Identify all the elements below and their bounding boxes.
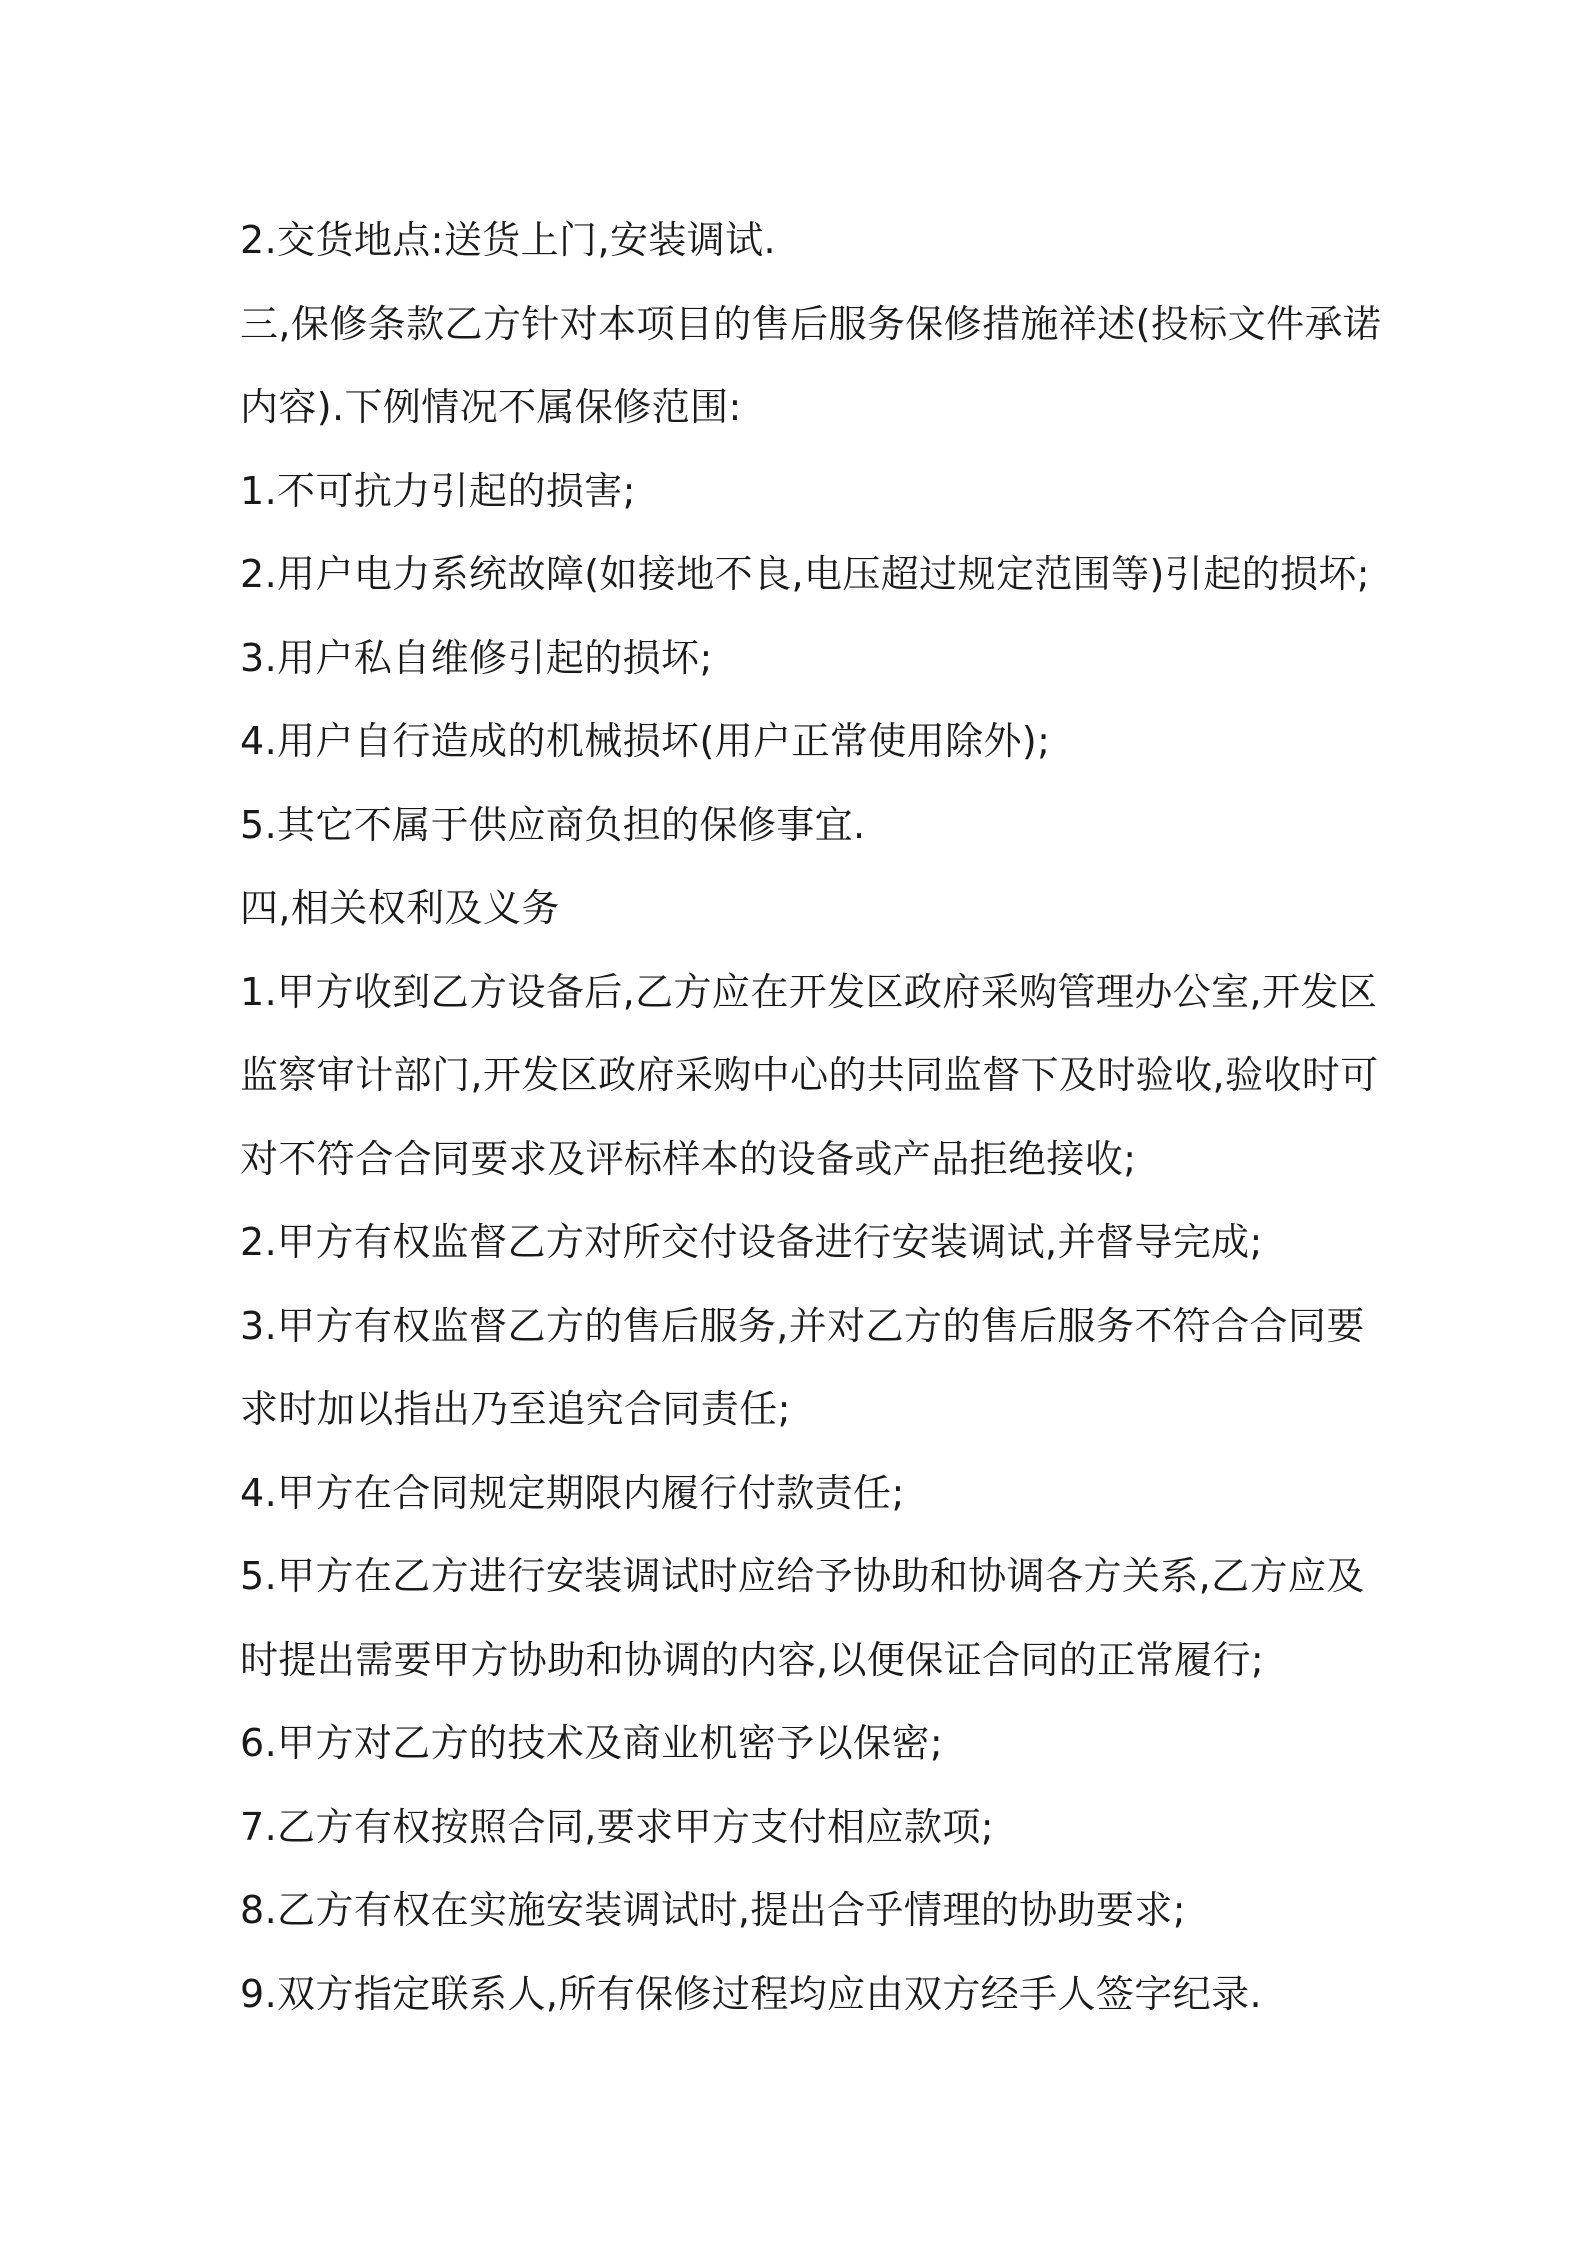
text-line-exclusion-2: 2.用户电力系统故障(如接地不良,电压超过规定范围等)引起的损坏; (240, 552, 1370, 596)
text-line-exclusion-1: 1.不可抗力引起的损害; (240, 468, 636, 513)
text-line-right-1: 1.甲方收到乙方设备后,乙方应在开发区政府采购管理办公室,开发区 (240, 969, 1378, 1014)
document-body (240, 199, 1382, 2036)
text-line-warranty-heading-cont: 内容).下例情况不属保修范围: (240, 385, 742, 429)
text-line-right-8: 8.乙方有权在实施安装调试时,提出合乎情理的协助要求; (240, 1888, 1186, 1932)
text-line-right-5-cont: 时提出需要甲方协助和协调的内容,以便保证合同的正常履行; (240, 1637, 1265, 1682)
section-heading-rights: 四,相关权利及义务 (240, 886, 560, 930)
text-line-delivery-location: 2.交货地点:送货上门,安装调试. (240, 218, 777, 262)
text-line-warranty-heading: 三,保修条款乙方针对本项目的售后服务保修措施祥述(投标文件承诺 (240, 301, 1382, 346)
text-line-right-3-cont: 求时加以指出乃至追究合同责任; (240, 1387, 791, 1431)
text-line-right-2: 2.甲方有权监督乙方对所交付设备进行安装调试,并督导完成; (240, 1220, 1263, 1264)
text-line-right-6: 6.甲方对乙方的技术及商业机密予以保密; (240, 1721, 944, 1765)
text-line-right-1-cont2: 对不符合合同要求及评标样本的设备或产品拒绝接收; (240, 1136, 1137, 1181)
text-line-right-7: 7.乙方有权按照合同,要求甲方支付相应款项; (240, 1804, 994, 1849)
text-line-exclusion-5: 5.其它不属于供应商负担的保修事宜. (240, 802, 866, 847)
text-line-right-5: 5.甲方在乙方进行安装调试时应给予协助和协调各方关系,乙方应及 (240, 1554, 1365, 1598)
text-line-exclusion-3: 3.用户私自维修引起的损坏; (240, 635, 713, 680)
text-line-right-3: 3.甲方有权监督乙方的售后服务,并对乙方的售后服务不符合合同要 (240, 1303, 1365, 1348)
text-line-right-4: 4.甲方在合同规定期限内履行付款责任; (240, 1470, 905, 1515)
text-line-exclusion-4: 4.用户自行造成的机械损坏(用户正常使用除外); (240, 719, 1051, 763)
text-line-right-9: 9.双方指定联系人,所有保修过程均应由双方经手人签字纪录. (240, 1971, 1263, 2016)
text-line-right-1-cont: 监察审计部门,开发区政府采购中心的共同监督下及时验收,验收时可 (240, 1053, 1379, 1097)
